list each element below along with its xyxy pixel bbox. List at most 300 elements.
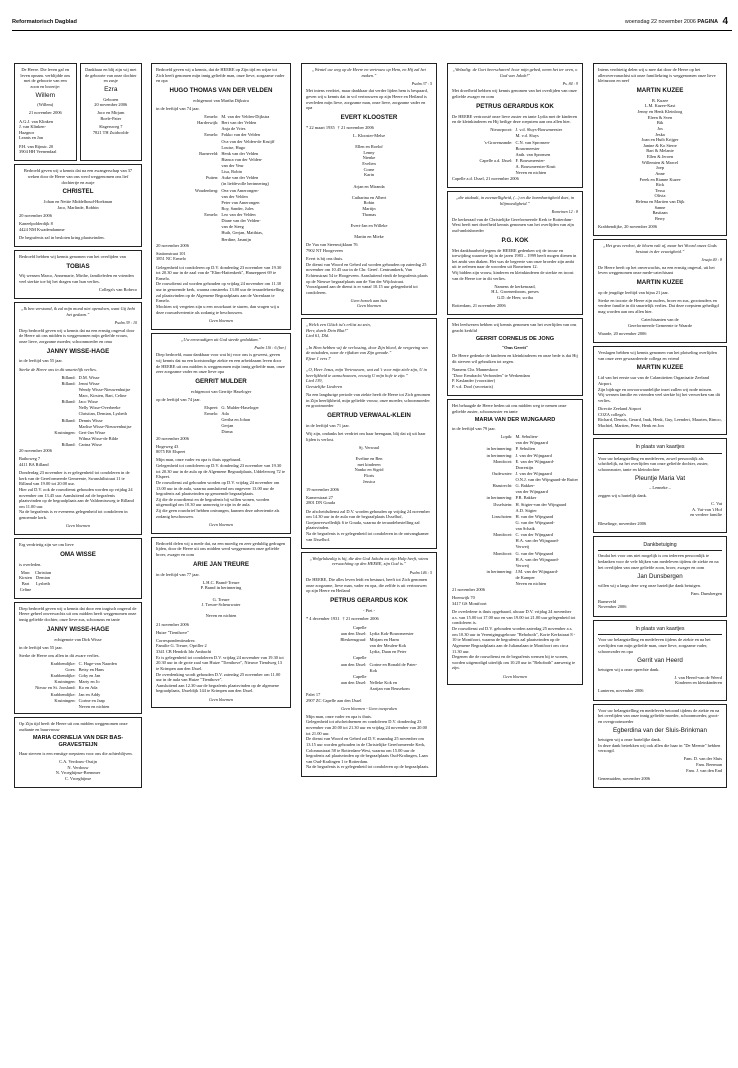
family-place: Montfoort:	[493, 550, 513, 556]
thanks-ad-jan-dunsbergen: Dankbetuiging Omdat het voor ons niet mogelijk is om iedereen persoonlijk te bedanken voor de vele blijken van medeleven tijdens de ziekte en na het overlijden van onze geliefde zoon, broer, zwager en oom Jan Dunsbergen willen wij u langs deze weg onze hartelijke dank betuigen. Fam. Dunsbergen Barneveld November 2006	[593, 536, 727, 617]
family-names: Corine en Ronald de Pater-	[369, 661, 418, 667]
thanks-ad-pleuntje-vat: In plaats van kaartjes Voor uw belangstelling en medeleven, zowel persoonlijk als schriftelijk, na het overlijden van onze geliefde dochter, zuster, schoonzuster, tante en kleindochter Pleuntje Maria Vat – Lenneke – zeggen wij u hartelijk dank. C. Vat A. Vat-van 't Hof en verdere familie Bleselinge, november 2006	[593, 438, 727, 533]
family-names: van der Wijngaard	[515, 440, 548, 446]
family-names: van der Wijngaard	[515, 489, 548, 495]
family-place: in herinnering:	[486, 495, 513, 501]
family-place	[19, 393, 76, 399]
death-ad-martin-kuzee-colleagues: Verslagen hebben wij kennis genomen van het plotseling overlijden van onze zeer gewaardeerde collega en vriend MARTIN KUZEE Lid van het eerste uur van de Calamiteiten Organisatie Zeeland Airport. Zijn bijdrage en onvoorwaardelijke inzet zullen wij node missen. Wij wensen familie en vrienden veel sterkte bij het verwerken van dit verlies. Directie Zeeland Airport COZA collega's Richard, Dennis, Gerard, Inak, Henk, Guy, Leendert, Maarten, Rimco, Machiel, Martien, Peter, Henk en Jon	[593, 346, 727, 435]
family-place	[156, 237, 218, 243]
family-place: Ermelo:	[204, 132, 219, 138]
family-row	[19, 673, 137, 679]
family-names: H.A. van der Wijngaard-	[515, 538, 559, 544]
family-row	[452, 133, 578, 139]
family-row	[306, 637, 432, 643]
family-names: E. van der Wijngaard-	[515, 458, 555, 464]
family-row	[19, 430, 137, 436]
family-row	[19, 667, 137, 673]
family-names: C. van der Wijngaard	[515, 532, 554, 538]
family-place	[452, 477, 512, 483]
family-names: Neven en nichten	[515, 170, 547, 176]
family-names: Kok	[369, 667, 378, 673]
family-names: Huib, Gerjan, Matthias,	[221, 230, 263, 236]
family-place	[452, 465, 512, 471]
death-ad-maria-van-der-bas: Op Zijn tijd heeft de Heere uit ons midden weggenomen onze oudtante en buurvrouw MARIA CORNELIA VAN DER BAS-GRAVESTEIJN Haar sterven is een ernstige roepstem voor ons die achterblijven. C.A. Verdouw-Ossijn N. Verdouw N. Vroeghijnse-Bremmer C. Vroeghijnse	[14, 717, 142, 788]
family-list	[452, 127, 578, 176]
family-row	[156, 224, 286, 230]
family-row	[306, 643, 432, 649]
column-1	[14, 63, 142, 1052]
family-place: Montfoort:	[493, 458, 513, 464]
family-row	[452, 563, 578, 569]
family-row	[156, 114, 286, 120]
condolence-ad-petrus-kok: „Welzalig: de Gort heerscharen! hoor mijn gebed, neem het ter oren, o God van Jakob!” Ps. 84 : 9 Met droefheid hebben wij kennis genomen van het overlijden van onze geliefde zwager en oom PETRUS GERARDUS KOK De HEERE vertroosté onze lieve zuster en tante Lydia met de kinderen en de kleinkinderen en Hij heilige deze roepstem aan ons allen hier. Nieuwpoort: J. v.d. Sluys-Bouwmeester M. v.d. Sluys 's-Gravenzande: C.N. van Spronsen- Bouwmeester Anth. van Spronsen Capelle a.d. IJssel: F. Bouwmeester- A. Bouwmeester-Kruit Neven en nichten Capelle a.d. IJssel, 21 november 2006	[447, 63, 583, 188]
family-place: Haastrecht:	[492, 483, 513, 489]
death-ad-janny-wisse: „Ik ben verstomd, ik zal mijn mond niet opendoen, want Gij hebt het gedaan.” Psalm 39 : 10 Diep bedroefd geven wij u kennis dat na een ernstig ongeval door de Heere uit ons midden is weggenomen mijn geliefde vrouw, onze lieve, zorgzame moeder, schoonmoeder en oma JANNY WISSE-HAGE in de leeftijd van 55 jaar. Sterke de Heere ons in dit smartelijk verlies. Rilland: D.M. Wisse Rilland: Jenni Wisse Wendy Wisse-Nieuwenhuijse Marc, Kirsten, Bart, Celine Rilland: Jaco Wisse Nelly Wisse-Overbeeke Christian, Demian, Lysbeth Rilland: Dennis Wisse Marlise Wisse-Nieuwenhuijse Kruiningen: Gert-Jan Wisse Wilma Wisse-de Bilde Rilland: Carina Wisse 20 november 2006 Bathoweg 7 4411 BA Rilland Donderdag 23 november is er gelegenheid tot condoleren in de kerk van de Gereformeerde Gemeente, Swanshiltstraat 11 te Rilland van 19.00 tot 20.00 uur. Hier zal D.V. ook de rouwdienst gehouden worden op vrijdag 24 november om 13.45 uur. Aansluitend zal de begrafenis plaatsvinden op de begraafplaats aan de Valdomissweg te Rilland om 11.00 uur. Na de begrafenis is er eveneens gelegenheid tot condoleren in genoemde kerk. Geen bloemen	[14, 302, 142, 535]
death-ad-janny-wisse-2: Diep bedroefd geven wij u kennis dat door een tragisch ongeval de Heere geheel onverwachts uit ons midden heeft weggenomen onze innig geliefde dochter, onze lieve zus, schoonzus en tante JANNY WISSE-HAGE echtgenote van Dirk Wisse in de leeftijd van 55 jaar. Sterke de Heere ons allen in dit zware verlies. Krabbendijke: C. Hage-van Naarden Goes: Betsy en Hans Krabbendijke: Coby en Jan Kruiningen: Marty en Jo Nieuw en St. Joosland: Ko en Ada Krabbendijke: Jan en Addy Kruiningen: Corine en Jaap Neven en nichten	[14, 602, 142, 714]
church-ad-pg-kok: „die uitdaalt, in zwenzelligheid, (...) en die barmhartigheid doet, in blijmoedigheid.” Romeinen 12 : 8 De kerkeraad van de Christelijke Gereformeerde Kerk te Rotterdam-West heeft met droefheid kennis genomen van het overlijden van zijn oud-ambtsbroeder P.G. KOK Met dankbaarheid jegens de HEERE gedenken wij de trouw en toewijding waarmee hij in de jaren 1983 – 1999 heeft mogen dienen in het ambt van diaken. Het was de begeerte van onze broeder zijn ambt uit te oefenen naar de woorden uit Romeinen 12. Wij bidden zijn vrouw, kinderen en kleinkinderen de sterkte en troost van de Heere toe in dit verlies. Namens de kerkenraad, H.L. Groenenboom, preses G.D. de Heer, scriba Rotterdam, 21 november 2006	[447, 191, 583, 315]
family-row	[452, 508, 578, 514]
family-names: H. Stigter-van der Wijngaard	[515, 501, 567, 507]
family-row	[306, 662, 432, 668]
family-place: 's-Gravenzande:	[484, 139, 513, 145]
family-list	[156, 405, 286, 435]
family-names: Marlise Wisse-Nieuwenhuijse	[78, 423, 132, 429]
family-list	[306, 625, 432, 692]
issue-date: woensdag 22 november 2006 PAGINA	[624, 19, 718, 25]
family-names: Dirma	[221, 429, 233, 435]
family-names: A. Bouwmeester-Kruit	[515, 164, 556, 170]
family-place	[19, 424, 76, 430]
family-row	[19, 375, 137, 381]
family-names: Fokko van der Velden	[221, 132, 260, 138]
family-place	[306, 686, 366, 692]
family-place	[452, 440, 512, 446]
family-place: Kruiningen:	[54, 679, 76, 685]
family-row	[19, 418, 137, 424]
family-row	[19, 679, 137, 685]
family-place	[156, 157, 218, 163]
family-place	[19, 411, 76, 417]
family-names: G. Mulder-Haseloger	[221, 404, 259, 410]
family-row	[452, 471, 578, 477]
family-row	[306, 649, 432, 655]
family-row	[306, 674, 432, 680]
family-row	[452, 146, 578, 152]
family-names: Anth. van Spronsen	[515, 151, 551, 157]
family-names: Neven en nichten	[78, 703, 110, 709]
family-place	[306, 649, 366, 655]
family-place: in herinnering:	[486, 568, 513, 574]
family-place	[156, 429, 218, 435]
death-ad-martin-kuzee-catechisants: „Het gras verdort, de bloem valt af, maar het Woord onzes Gods bestaat in der eeuwigheid.” Jesaja 40 : 8 De Heere heeft op het onverwachts, na een ernstig ongeval, uit het leven weggenomen onze mede-catechisant MARTIN KUZEE op de jeugdige leeftijd van bijna 21 jaar. Sterke en trooste de Heere zijn ouders, broer en zus, grootouders en verdere familie in dit smartelijk verlies. Dat deze roepstem geheiligd mag worden aan ons allen hier. Catechisanten van de Gereformeerde Gemeente te Waarde Waarde, 20 november 2006	[593, 239, 727, 343]
family-place: in herinnering:	[486, 452, 513, 458]
family-row	[452, 514, 578, 520]
column-2	[151, 63, 291, 1052]
family-place: Rilland:	[61, 417, 76, 423]
family-names: Leo van der Velden	[221, 212, 256, 218]
family-place: Nieuw en St. Joosland:	[35, 685, 76, 691]
family-row	[19, 424, 137, 430]
death-ad-petrus-kok: „Welgelukzalig is hij, die den God Jakobs tot zijn Hulp heeft, wiens verwachting op den HEERE, zijn God is.” Psalm 146 : 5 De HEERE, Die alles leven leidt en bestuurt, heeft tot Zich genomen onze zorgzame, lieve man, vader en opa, die zelfde is uit vertrouwen op zijn Heere en Heiland PETRUS GERARDUS KOK - Piet - * 4 december 1931 † 21 november 2006 Capelle aan den IJssel: Lydia Kok-Bouwmeester Bleskensgraaf: Mirjam en Harm van der Meulen-Kok Lydia, Daan en Peter Capelle aan den IJssel: Corine en Ronald de Pater- Kok Capelle aan den IJssel: Nelleke Kok en Aartjan van Beusekom Palet 17 2907 ZC Capelle aan den IJssel Geen bloemen - Geen toespraken Mijn man, onze vader en opa is thuis. Gelegenheid tot afscheidnemen en condoleren D.V. donderdag 23 november van 20.00 tot 21.30 uur en vrijdag 24 november van 20.00 tot 21.00 uur. De dienst van Woord en Gebed zal D.V. maandag 25 november om 13.15 uur worden gehouden in de Christelijke Gereformeerde Kerk, Colonnastraat 58 te Rotterdam-West, waarna om 15.00 uur de begrafenis zal plaatsvinden op de begraafplaats Oud-Kralingen, Laan van Oud-Kralingen 1 te Rotterdam. Na de begrafenis is er gelegenheid tot condoleren op de begraafplaats.	[301, 552, 437, 777]
family-row	[452, 140, 578, 146]
family-place	[452, 544, 512, 550]
death-ad-christel: Bedroefd geven wij u kennis dat na een zwangerschap van 37 weken door de Heere van ons werd weggenomen ons lief dochtertje en zusje CHRISTEL Johan en Nettie Middelhoud-Hoekman Jaco, Marlinde, Robbin 20 november 2006 Kaneelpolderdijk 8 4424 NM Kwadendamme De begrafenis zal in besloten kring plaatsvinden.	[14, 164, 142, 247]
family-place	[452, 164, 512, 170]
family-row	[452, 557, 578, 563]
family-place	[19, 405, 76, 411]
family-place	[156, 206, 218, 212]
family-names: Gert-Jan Wisse	[78, 429, 106, 435]
family-place	[452, 520, 512, 526]
death-ad-oma-wisse: Erg verdrietig zijn we om lieve OMA WISSE is overleden. Marc Kirsten Bart Celine Christian Demian Lysbeth	[14, 538, 142, 599]
family-place	[156, 417, 218, 423]
family-names: Wilma Wisse-de Bilde	[78, 435, 119, 441]
family-row	[156, 139, 286, 145]
family-names: van der Velden	[221, 193, 248, 199]
family-names: P.B. Bakker	[515, 495, 537, 501]
family-row	[19, 698, 137, 704]
family-row	[19, 685, 137, 691]
family-names: van de Steeg	[221, 224, 244, 230]
family-names: A.D. Stigter	[515, 507, 537, 513]
family-row	[19, 661, 137, 667]
family-row	[452, 453, 578, 459]
family-row	[452, 127, 578, 133]
family-names: Lydia Kok-Bouwmeester	[369, 630, 414, 636]
family-row	[156, 230, 286, 236]
family-names: M. van der Velden-Dijkstra	[221, 114, 270, 120]
family-list	[452, 434, 578, 587]
family-names: P. Sebulten	[515, 446, 535, 452]
family-names: Anja de Vries	[221, 126, 246, 132]
family-place	[156, 163, 218, 169]
family-names	[369, 625, 432, 631]
family-names: Neven en nichten	[515, 581, 547, 587]
family-names: Marc, Kirsten, Bart, Celine	[78, 393, 127, 399]
family-row	[452, 520, 578, 526]
family-row	[452, 170, 578, 176]
family-place: Krabbendijke:	[50, 660, 76, 666]
family-names: M. v.d. Sluys	[515, 133, 539, 139]
family-names: Gerjan	[221, 423, 234, 429]
family-row	[19, 442, 137, 448]
family-names: Dorrestijn	[515, 464, 534, 470]
family-names: Diane van der Velden-	[221, 218, 261, 224]
family-list	[19, 661, 137, 710]
column-3	[301, 63, 437, 1052]
family-names: J. van der Wijngaard	[515, 470, 552, 476]
family-row	[156, 157, 286, 163]
family-place	[19, 436, 76, 442]
family-row	[156, 188, 286, 194]
family-row	[156, 405, 286, 411]
family-row	[156, 218, 286, 224]
thanks-ad-gerrit-van-heerd: In plaats van kaartjes Voor uw belangstelling en medeleven tijdens de ziekte en na het overlijden van mijn geliefde man, onze lieve, zorgzame vader, schoonvader en opa Gerrit van Heerd betuigen wij u onze oprechte dank. J. van Heerd-van de Weerd Kinderen en kleinkinderen Lunteren, november 2006	[593, 620, 727, 701]
family-place: Elspeet:	[204, 404, 219, 410]
family-place: Montfoort:	[493, 532, 513, 538]
family-row	[19, 399, 137, 405]
death-ad-gertrud-verwaal: „Welck een Glück ist's erlöst zu sein, Herr, durch Dein Blut!” Lied 61, Dld. „In Hem hebben wij de verlossing, door Zijn bloed, de vergeving van de misdaden, naar de rijkdom van Zijn genade.” Efeze 1 vers 7 „O, Heer Jezus, mijn Vertrouwen, wat zal 't voor mijn ziele zijn, U in heerlijkheid te aanschouwen, eeuwig U mijn hofe te zijn.” Lied 139, Geestelijke Liederen Na een langdurige periode van ziekte heeft de Heere tot Zich genomen in Zijn heerlijkheid, mijn geliefde vrouw, onze moeder, schoonmoeder en grootmoeder GERTRUD VERWAAL-KLEIN in de leeftijd van 71 jaar. Wij zijn, ondanks het verdriet om haar heengaan, blij dat zij uit haar lijden is verlost. Sj. Verwaal Eveline en Ben met kinderen Nanko en Sigrid Floris Jessica 19 november 2006 Kamerstraat 27 2801 DN Gouda De afscheidsdienst zal D.V. worden gehouden op vrijdag 24 november om 14.30 uur in de aula van de begraafplaats IJsselhof, Goejanverwelledijk 6 te Gouda, waarna de teraardebestelling zal plaatsvinden. Na de begrafenis is er gelegenheid tot condoleren in de ontvangkamer van IJsselhof.	[301, 318, 437, 549]
family-place: Capelle a.d. IJssel:	[479, 157, 513, 163]
family-row	[19, 387, 137, 393]
family-row	[19, 405, 137, 411]
family-row	[19, 381, 137, 387]
family-names: van der Veur	[221, 163, 244, 169]
family-row	[452, 446, 578, 452]
family-names: Ada	[221, 411, 229, 417]
family-names: D.M. Wisse	[78, 374, 100, 380]
family-names: Berdine, Jasmijn	[221, 236, 251, 242]
family-place: Barneveld:	[199, 150, 219, 156]
family-place: Rilland:	[61, 442, 76, 448]
death-ad-maria-van-der-wijngaard: Het behaagde de Heere heden uit ons midden weg te nemen onze geliefde zuster, schoonzuster en tante MARIA VAN DER WIJNGAARD in de leeftijd van 79 jaar. Lopik: M. Sebulten- van der Wijngaard in herinnering: P. Sebulten in herinnering: J. van der Wijngaard Montfoort: E. van der Wijngaard- Dorrestijn Oudewater: J. van der Wijngaard O.N.J. van der Wijngaard-de Ruiter Haastrecht: G. Bakker- van der Wijngaard in herinnering: P.B. Bakker IJsselstein: H. Stigter-van der Wijngaard A.D. Stigter Linschoten: H. van der Wijngaard G. van der Wijngaard- van Schaik Montfoort: C. van der Wijngaard H.A. van der Wijngaard- Verweij Montfoort: G. van der Wijngaard H.A. van der Wijngaard- Verweij in herinnering: J.M. van der Wijngaard- de Kamper Neven en nichten 21 november 2006 Hoenwijk 70 3417 GS Montfoort De overledene is thuis opgebaard, alwaar D.V. vrijdag 24 november a.s. van 15.00 tot 17.00 uur en van 19.00 tot 21.00 uur gelegenheid tot condoleren is. De rouwdienst zal D.V. gehouden worden zaterdag 25 november a.s. om 10.30 uur in Verenigingsgebouw "Rehoboth", Korte Kerkstraat 8 - 10 te Montfoort, waarna de begrafenis zal plaatsvinden op de Algemene Begraafplaats aan de Julianalaan te Montfoort om circa 11.30 uur. Degenen die de rouwdienst en de begrafenis wensen bij te wonen, worden uitgenodigd uiterlijk om 10.20 uur in "Rehoboth" aanwezig te zijn. Geen bloemen	[447, 399, 583, 685]
family-place	[19, 387, 76, 393]
family-row	[156, 200, 286, 206]
family-names: Marty en Jo	[78, 679, 100, 685]
family-place: Kruiningen:	[54, 429, 76, 435]
family-place	[156, 139, 218, 145]
family-row	[452, 495, 578, 501]
family-row	[452, 459, 578, 465]
family-names: Gertha en Johan	[221, 417, 250, 423]
family-place: Rilland:	[61, 374, 76, 380]
family-place	[452, 557, 512, 563]
death-ad-martin-kuzee-family: Intens verdrietig delen wij u mee dat door de Heere op het allerovervanachtst uit onze familiekring is weggenomen onze lieve kleinzoon en neef MARTIN KUZEE B. Kuzee L.M. Kuzee-Kast Jenny en Henk Kleinloog Eleen & Sven Bik Jos Jeska Joan en Huib Krijger Janine & Ko Sterre Bart & Melanie Ellen & Jeroen Willemien & Marcel Joep Anne Freek en Rianne Kuzee Rick Tessa Olivia Helena en Martien van Dijk Sanne Bastiaan Berry Krabbendijke, 20 november 2006	[593, 63, 727, 236]
family-names: Carina Wisse	[78, 442, 102, 448]
family-place	[156, 194, 218, 200]
family-row	[156, 206, 286, 212]
family-names: Roy, Sander, Jules	[221, 205, 254, 211]
family-place	[156, 200, 218, 206]
family-row	[452, 551, 578, 557]
family-row	[452, 483, 578, 489]
family-place	[306, 643, 366, 649]
family-names: de Kamper	[515, 575, 535, 581]
family-row	[156, 417, 286, 423]
family-names: Bianca van der Velden-	[221, 156, 263, 162]
family-row	[452, 532, 578, 538]
family-names: M. Sebulten-	[515, 434, 539, 440]
family-names: Lydia, Daan en Peter	[369, 649, 407, 655]
birth-ad-ezra: Dankbaar en blij zijn wij met de geboorte van onze dochter en zusje Ezra Geboren 20 november 2006 Jaco en Mirjam Boele-Pater Slagersweg 7 7821 TH Zuidwolde	[80, 63, 143, 161]
family-row	[306, 631, 432, 637]
family-row	[156, 194, 286, 200]
family-row	[452, 152, 578, 158]
family-list	[19, 375, 137, 448]
family-names: H.A. van der Wijngaard-	[515, 556, 559, 562]
column-5	[593, 63, 727, 1052]
death-ad-hugo-van-der-velden: Bedroefd geven wij u kennis, dat de HEERE op Zijn tijd en wijze tot Zich heeft genomen mijn innig geliefde man, onze lieve, zorgzame vader en opa HUGO THOMAS VAN DER VELDEN echtgenoot van Martha Dijkstra in de leeftijd van 74 jaar. Ermelo: M. van der Velden-Dijkstra Harderwijk: Bert van der Velden Anja de Vries Ermelo: Fokko van der Velden Oca van der Velden-de Kruijff Louise, Hugo Barneveld: Henk van der Velden Bianca van der Velden- van der Veur Lisa, Robin Putten: Auke van der Velden (in liefdevolle herinnering) Woudenberg: Oea van Amerongen- van der Velden Peter van Amerongen Roy, Sander, Jules Ermelo: Leo van der Velden Diane van der Velden- van de Steeg Huib, Gerjan, Matthias, Berdine, Jasmijn 20 november 2006 Stationstraat 101 3851 NC Ermelo Gelegenheid tot condoleren op D.V. donderdag 23 november van 19.30 tot 20.30 uur in de zaal van de "Elim-Hattenkerk", Hanzeppeet 69 te Ermelo. De rouwdienst zal worden gehouden op vrijdag 24 november om 11.30 uur in genoemde kerk, waarna omstreeks 13.00 uur de teraardebestelling zal plaatsvinden op de Algemene Begraafplaats aan de Varenlaan te Ermelo. Mochten wij vergeten zijn u een rouwkaart te sturen, dan vragen wij u deze rouwadvertentie als zodanig te beschouwen. Geen bloemen	[151, 63, 291, 330]
family-row	[19, 436, 137, 442]
family-names	[369, 674, 432, 680]
family-place	[452, 508, 512, 514]
family-place	[452, 526, 512, 532]
family-names: Henk van der Velden	[221, 150, 259, 156]
family-place	[156, 423, 218, 429]
family-place	[452, 581, 512, 587]
page-number: 4	[722, 16, 728, 27]
family-place: Woudenberg:	[194, 187, 219, 193]
family-names: F. Bouwmeester-	[515, 157, 546, 163]
family-place: Goes:	[65, 667, 76, 673]
family-names	[369, 655, 432, 661]
family-names: Oca van der Velden-de Kruijff	[221, 138, 275, 144]
family-row	[452, 465, 578, 471]
family-place	[156, 224, 218, 230]
family-names: Verweij	[515, 544, 530, 550]
family-row	[452, 502, 578, 508]
family-names: Bert van der Velden	[221, 120, 257, 126]
family-place	[452, 170, 512, 176]
family-place: aan den IJssel:	[340, 630, 367, 636]
family-names: Nelleke Kok en	[369, 679, 398, 685]
family-place	[156, 126, 218, 132]
family-row	[156, 181, 286, 187]
family-place	[452, 538, 512, 544]
family-names: Louise, Hugo	[221, 144, 246, 150]
condolence-ad-gerrit-de-jong: Met leedwezen hebben wij kennis genomen van het overlijden van ons geacht kerklid GERRIT CORNELIS DE JONG "Oms Gerrit" De Heere gedenke de kinderen en kleinkinderen en onze bede is dat Hij dit sterven wil gebruiken tot zegen. Namens Chr. Manneskoor "Door Eendracht Verbonden" te Werkendam P. Kaslander (voorzitter) P. v.d. Dool (secretaris)	[447, 318, 583, 396]
family-names: Mirjam en Harm	[369, 637, 399, 643]
death-ad-arie-jan-treure: Bedroefd delen wij u mede dat, na een moedig en zeer geduldig gedragen lijden, door de Heere uit ons midden werd weggenomen onze geliefde broer, zwager en oom ARIE JAN TREURE in de leeftijd van 77 jaar. L.H.C. Brand-Treure P. Brand in herinnering G. Treure J. Treure-Scheurwater Neven en nichten 21 november 2006 Huize "Tienthove" Correspondentieadres: Familie G. Treure, Opriller 2 3341 CB Hendrik Ido Ambacht Er is gelegenheid tot condoleren D.V. vrijdag 24 november van 19.30 tot 20.30 uur in de grote zaal van Huize "Tienthove", Nieuwe Tiendweg 13 te Krimpen aan den IJssel. De overdenking wordt gehouden D.V. zaterdag 25 november om 11.00 uur in de aula van Huize "Tienthove". Aansluitend aan 12.30 uur de begrafenis plaatsvinden op de algemene begraafplaats, IJsseldijk 144 te Krimpen aan den IJssel. Geen bloemen	[151, 537, 291, 709]
birth-ad-willem: De Heere. Die leven gaf en leven opnam. verblijdde ons met de geboorte van een zoon en broertje: Willem (Willem) 21 november 2006 A.G.J. van Klinken J. van Klinken- Hazgnor Leanis en Jan P.H. van Rijnstr. 20 3904 HH Veenendaal	[14, 63, 77, 161]
family-names: van der Meulen-Kok	[369, 643, 407, 649]
family-names: Christian, Demian, Lysbeth	[78, 411, 127, 417]
family-names: G. van der Wijngaard	[515, 550, 554, 556]
family-place: Putten:	[205, 175, 219, 181]
family-place: aan den IJssel:	[340, 661, 367, 667]
family-place: Oudewater:	[491, 470, 513, 476]
family-row	[306, 680, 432, 686]
family-names: Auke van der Velden	[221, 175, 259, 181]
family-place: Capelle	[353, 624, 367, 630]
family-place	[19, 704, 76, 710]
family-row	[19, 692, 137, 698]
family-row	[156, 163, 286, 169]
family-row	[452, 538, 578, 544]
page-header	[12, 17, 728, 29]
family-names: G. Bakker-	[515, 483, 535, 489]
family-place: Nieuwpoort:	[490, 127, 513, 133]
family-names: Bouwmeester	[515, 145, 540, 151]
family-row	[19, 411, 137, 417]
family-names: Betsy en Hans	[78, 667, 104, 673]
family-row	[306, 686, 432, 692]
family-row	[306, 625, 432, 631]
family-place: IJsselstein:	[493, 501, 513, 507]
family-names: J. v.d. Sluys-Bouwmeester	[515, 127, 563, 133]
family-names: Jenni Wisse	[78, 380, 100, 386]
family-list	[156, 114, 286, 242]
family-names: Jan en Addy	[78, 691, 101, 697]
family-names: J. van der Wijngaard	[515, 452, 552, 458]
family-row	[452, 158, 578, 164]
family-place	[156, 145, 218, 151]
family-row	[306, 655, 432, 661]
family-row	[156, 126, 286, 132]
family-place: Krabbendijke:	[50, 691, 76, 697]
family-names: Aartjan van Beusekom	[369, 686, 410, 692]
family-place: Capelle	[353, 673, 367, 679]
family-row	[156, 120, 286, 126]
family-names: Coby en Jan	[78, 673, 101, 679]
family-row	[19, 704, 137, 710]
family-row	[156, 169, 286, 175]
family-place	[452, 489, 512, 495]
family-names: van Schaik	[515, 526, 535, 532]
family-row	[452, 477, 578, 483]
newspaper-name: Reformatorisch Dagblad	[12, 19, 77, 25]
family-row	[156, 175, 286, 181]
family-names: Peter van Amerongen	[221, 199, 260, 205]
family-names: G. van der Wijngaard-	[515, 519, 555, 525]
family-names: J.M. van der Wijngaard-	[515, 568, 559, 574]
family-row	[156, 237, 286, 243]
family-place: aan den IJssel:	[340, 679, 367, 685]
family-names: C.N. van Spronsen-	[515, 139, 551, 145]
family-place	[156, 181, 218, 187]
family-place	[156, 169, 218, 175]
family-place: Linschoten:	[491, 513, 513, 519]
thanks-ad-egberdina-van-der-sluis: Voor uw belangstelling en medeleven betoond tijdens de ziekte en na het overlijden van onze innig geliefde moeder, schoonmoeder, groot- en overgrootmoeder Egberdina van der Sluis-Brinkman betuigen wij u onze hartelijke dank. In deze dank betrekken wij ook allen die haar in "De Meente" hebben verzorgd. Fam. D. van der Sluis Fam. Beerman Fam. J. van den End Genemuiden, november 2006	[593, 704, 727, 788]
family-place: Capelle	[353, 655, 367, 661]
family-names: H. van der Wijngaard	[515, 513, 554, 519]
family-row	[452, 440, 578, 446]
family-names: O.N.J. van der Wijngaard-de Ruiter	[515, 477, 579, 483]
family-names: (in liefdevolle herinnering)	[221, 181, 269, 187]
family-names: Nelly Wisse-Overbeeke	[78, 405, 121, 411]
condolence-ad-tobias: Bedroefd hebben wij kennis genomen van het overlijden van TOBIAS Wij wensen Marco, Annemarie, Mirthe, familieleden en vrienden veel sterkte toe bij het dragen van hun verlies. Collega's van Robeco	[14, 250, 142, 299]
family-place: Lopik:	[500, 434, 513, 440]
family-names: Dennis Wisse	[78, 417, 103, 423]
family-row	[452, 489, 578, 495]
family-row	[452, 569, 578, 575]
family-place: Harderwijk:	[197, 120, 219, 126]
family-place	[452, 146, 512, 152]
family-row	[156, 132, 286, 138]
family-place	[156, 218, 218, 224]
family-place: Kruiningen:	[54, 697, 76, 703]
family-row	[452, 581, 578, 587]
family-row	[452, 526, 578, 532]
death-ad-evert-klooster: „Wentel uw weg op de Heere en vertrouw op Hem, en Hij zal het maken.” Psalm 37 : 5 Met intens verdriet, maar dankbaar dat verder lijden hem is bespaard, geven wij u kennis dat in vol vertrouwen op zijn Heere en Heiland is overleden mijn lieve, zorgzame man, onze lieve, zorgzame vader en opa EVERT KLOOSTER * 22 maart 1935 † 21 november 2006 L. Klooster-Melse Ellen en Roelof Lenny Nienke Evelien Corne Karin Arjan en Miranda Catharina en Albert Robin Martijn Thomas Evert-Jan en Willeke Martin en Mieke De Vaa van Steenwijklaan 76 7902 NT Hoogeveen Evert is bij ons thuis. De dienst van Woord en Gebed zal worden gehouden op zaterdag 25 november om 10.45 uur in de Chr. Geref. Centrumkerk, Van Echtenstraat 54 te Hoogeveen. Aansluitend vindt de begrafenis plaats op de Nieuwe begraafplaats aan de Van der Wijckstraat. Voorafgaand aan de dienst is er vanaf 10.15 uur gelegenheid tot condoleren. Geen bezoek aan huis Geen bloemen	[301, 63, 437, 315]
family-place	[452, 133, 512, 139]
family-place: Ermelo:	[204, 212, 219, 218]
header-rule	[12, 30, 732, 31]
family-place: Rilland:	[61, 380, 76, 386]
family-row	[156, 151, 286, 157]
family-place: Ermelo:	[204, 411, 219, 417]
family-row	[452, 575, 578, 581]
family-row	[452, 164, 578, 170]
family-place: Krabbendijke:	[50, 673, 76, 679]
family-place: Ermelo:	[204, 114, 219, 120]
family-row	[19, 393, 137, 399]
column-4	[447, 63, 583, 1052]
family-names: Jaco Wisse	[78, 399, 98, 405]
family-place	[452, 575, 512, 581]
family-place: in herinnering:	[486, 446, 513, 452]
family-place	[452, 152, 512, 158]
family-names: Lisa, Robin	[221, 169, 242, 175]
family-row	[156, 423, 286, 429]
family-names: Wendy Wisse-Nieuwenhuijse	[78, 386, 131, 392]
family-row	[156, 411, 286, 417]
family-row	[452, 434, 578, 440]
family-place	[452, 563, 512, 569]
family-row	[452, 544, 578, 550]
death-ad-gerrit-mulder: „Uw eenvoudigen uit God steede geduldam.” Psalm 116 : 6 (ber.) Diep bedroefd, maar dankbaar voor wat hij voor ons is geweest, geven wij kennis dat na een kortstondige ziekte en een arbeidzaam leven door de HEERE uit ons midden is weggenomen mijn innig geliefde man, onze zeer zorgzame vader en onze lieve opa GERRIT MULDER echtgenoot van Gerritje Haseloger op de leeftijd van 74 jaar. Elspeet: G. Mulder-Haseloger Ermelo: Ada Gertha en Johan Gerjan Dirma 20 november 2006 Hogeweg 43 8075 BS Elspeet Mijn man, onze vader en opa is thuis opgebaard. Gelegenheid tot condoleren op D.V. donderdag 23 november van 19.30 tot 20.30 uur in de aula op de Algemene Begraafplaats, Uddelerweg 72 te Elspeet. De rouwdienst zal gehouden worden op D.V. vrijdag 24 november om 13.00 uur in de aula, waarna aansluitend om ongeveer 13.00 uur de begrafenis zal plaatsvinden op genoemde begraafplaats. Zij die de rouwdienst en de begrafenis bij willen wonen, worden uitgenodigd om 10.30 uur aanwezig te zijn in de aula. Zij die geen rouwbrief hebben ontvangen, kunnen deze advertentie als zodanig beschouwen. Geen bloemen	[151, 333, 291, 534]
family-row	[156, 145, 286, 151]
